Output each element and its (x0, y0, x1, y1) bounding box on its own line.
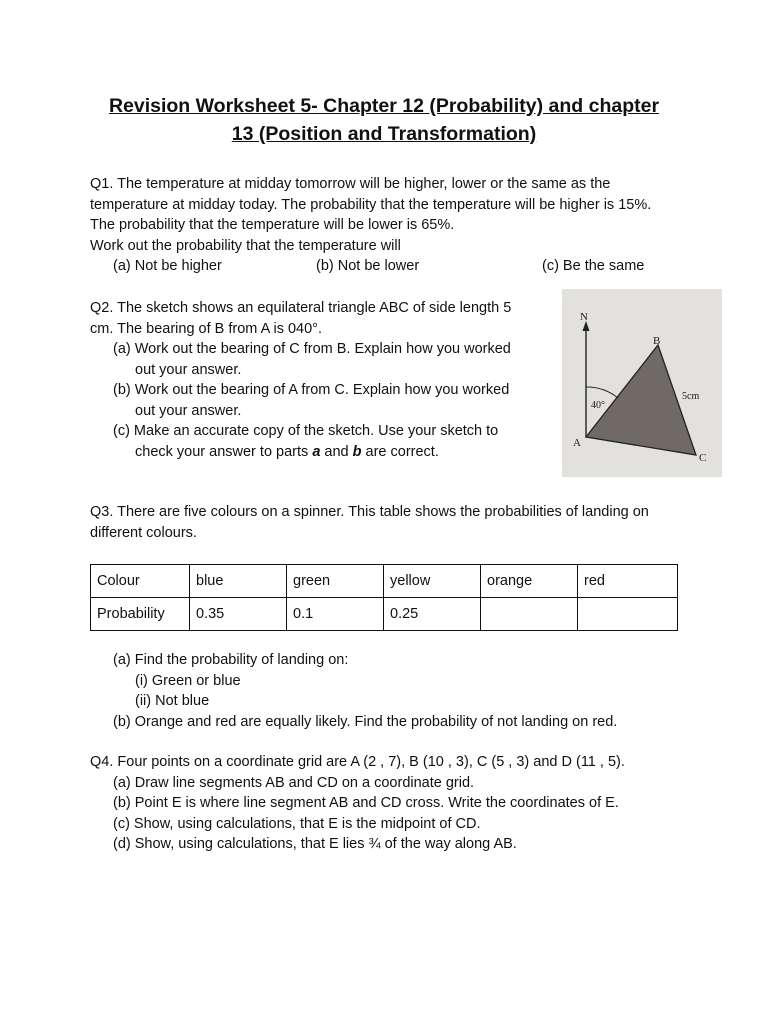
table-cell: 0.25 (384, 598, 481, 631)
table-header-cell: yellow (384, 565, 481, 598)
q2-line-2: cm. The bearing of B from A is 040°. (90, 320, 323, 337)
table-row (91, 565, 678, 598)
table-header-cell: orange (481, 565, 578, 598)
q4-part-b: (b) Point E is where line segment AB and CD cross. Write the coordinates of E. (113, 795, 619, 811)
table-cell: 0.35 (190, 598, 287, 631)
q1-line-2: temperature at midday today. The probability that the temperature will be higher is 15%. (90, 196, 652, 213)
triangle-sketch-photo (562, 289, 722, 477)
q2-part-c-line-2 (90, 442, 550, 463)
q2-line-1: Q2. The sketch shows an equilateral triangle ABC of side length 5 (90, 300, 512, 316)
question-2 (90, 298, 550, 462)
label-b: B (653, 335, 661, 347)
q3-line-2: different colours. (90, 524, 197, 541)
q2-part-c-b: b (352, 443, 362, 460)
question-3 (90, 502, 690, 543)
q4-part-a: (a) Draw line segments AB and CD on a coordinate grid. (113, 774, 475, 791)
q2-part-c-text-3: are correct. (361, 443, 439, 460)
q1-line-1: Q1. The temperature at midday tomorrow will be higher, lower or the same as the (90, 176, 611, 192)
table-header-cell: blue (190, 565, 287, 598)
table-header-cell: green (287, 565, 384, 598)
table-header-cell: Colour (91, 565, 190, 598)
q2-part-c-line-1: (c) Make an accurate copy of the sketch. Use your sketch to (113, 423, 499, 439)
q2-part-a-line-1: (a) Work out the bearing of C from B. Explain how you worked (113, 341, 511, 357)
worksheet-title (60, 92, 708, 148)
table-cell: Probability (91, 598, 190, 631)
q3-part-a-ii: (ii) Not blue (135, 693, 210, 709)
title-line-2: 13 (Position and Transformation) (231, 123, 537, 145)
table-row (91, 598, 678, 631)
label-angle: 40° (591, 400, 605, 411)
q4-part-d: (d) Show, using calculations, that E lies ¾ of the way along AB. (113, 836, 517, 852)
q3-part-a: (a) Find the probability of landing on: (113, 652, 349, 668)
q1-option-a: (a) Not be higher (113, 258, 222, 274)
angle-arc (586, 387, 618, 398)
q2-part-c-text-2: and (320, 443, 353, 460)
table-header-cell: red (578, 565, 678, 598)
table-cell: 0.1 (287, 598, 384, 631)
q4-line-1: Q4. Four points on a coordinate grid are A (2 , 7), B (10 , 3), C (5 , 3) and D (11 , 5). (90, 754, 625, 770)
label-side-length: 5cm (682, 391, 700, 402)
q2-part-b-line-1: (b) Work out the bearing of A from C. Explain how you worked (113, 382, 510, 398)
q4-part-c: (c) Show, using calculations, that E is the midpoint of CD. (113, 815, 481, 832)
q1-option-c: (c) Be the same (542, 258, 645, 274)
q1-option-b: (b) Not be lower (316, 258, 420, 274)
triangle-sketch (562, 289, 722, 477)
q1-line-4: Work out the probability that the temperature will (90, 237, 401, 254)
table-cell (578, 598, 678, 631)
q2-part-b-line-2: out your answer. (135, 402, 242, 419)
label-north: N (580, 311, 588, 323)
question-3-parts (90, 650, 690, 732)
question-4 (90, 752, 690, 855)
label-c: C (699, 452, 707, 464)
q2-part-c-text-1: check your answer to parts (135, 443, 313, 460)
q3-part-a-i: (i) Green or blue (135, 672, 241, 689)
question-1 (90, 174, 690, 277)
q3-line-1: Q3. There are five colours on a spinner. This table shows the probabilities of landing on (90, 504, 649, 520)
q2-part-a-line-2: out your answer. (135, 361, 242, 378)
q1-line-3: The probability that the temperature will be lower is 65%. (90, 217, 455, 233)
table-cell (481, 598, 578, 631)
title-line-1: Revision Worksheet 5- Chapter 12 (Probability) and chapter (108, 95, 660, 117)
label-a: A (573, 437, 581, 449)
q1-options (90, 256, 690, 277)
q3-part-b: (b) Orange and red are equally likely. Find the probability of not landing on red. (113, 713, 618, 730)
probability-table (90, 564, 678, 631)
q2-part-c-a: a (312, 443, 321, 460)
